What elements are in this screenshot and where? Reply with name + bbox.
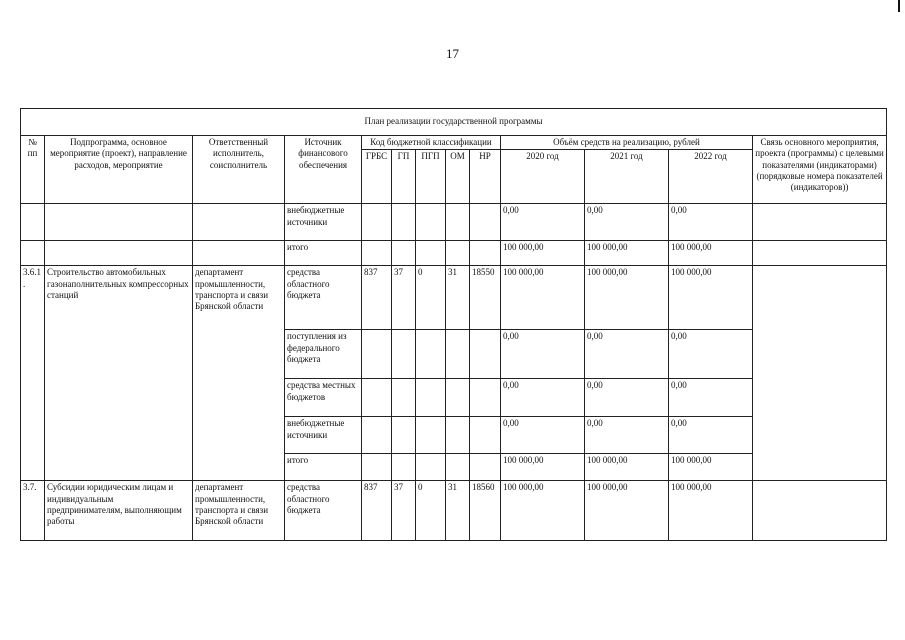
- cell-name: Субсидии юридическим лицам и индивидуальным предпринимателям, выполняющим работы: [45, 481, 193, 541]
- cell-2020: 0,00: [501, 417, 585, 454]
- cell-gp: [392, 204, 416, 241]
- cell-pgp: [416, 379, 446, 417]
- cell-2022: 100 000,00: [669, 266, 753, 330]
- cell-gp: [392, 454, 416, 481]
- cell-om: 31: [446, 266, 470, 330]
- cell-2021: 100 000,00: [585, 241, 669, 266]
- header-source: Источник финансового обеспечения: [285, 136, 362, 204]
- cell-source: внебюджетные источники: [285, 204, 362, 241]
- header-grbs: ГРБС: [362, 150, 392, 204]
- program-table: [20, 108, 887, 541]
- header-np: НР: [470, 150, 501, 204]
- cell-responsible: [193, 204, 285, 241]
- cell-2020: 100 000,00: [501, 241, 585, 266]
- cell-num: 3.6.1.: [21, 266, 45, 481]
- cell-2022: 0,00: [669, 417, 753, 454]
- cell-2022: 0,00: [669, 204, 753, 241]
- cell-om: [446, 417, 470, 454]
- cell-num: 3.7.: [21, 481, 45, 541]
- cell-np: [470, 379, 501, 417]
- cell-responsible: [193, 241, 285, 266]
- table-row: [21, 481, 887, 541]
- cell-link: [753, 204, 887, 241]
- cell-link: [753, 481, 887, 541]
- cell-2022: 0,00: [669, 330, 753, 379]
- cell-pgp: [416, 417, 446, 454]
- table-row: [21, 241, 887, 266]
- header-subprogram: Подпрограмма, основное мероприятие (проект), направление расходов, мероприятие: [45, 136, 193, 204]
- header-volume: Объём средств на реализацию, рублей: [501, 136, 753, 150]
- cell-2022: 100 000,00: [669, 481, 753, 541]
- program-table-container: [20, 108, 886, 541]
- cell-np: [470, 417, 501, 454]
- cell-grbs: [362, 379, 392, 417]
- cell-pgp: 0: [416, 266, 446, 330]
- cell-responsible: департамент промышленности, транспорта и связи Брянской области: [193, 266, 285, 481]
- cell-2020: 0,00: [501, 330, 585, 379]
- cell-name: [45, 204, 193, 241]
- cell-2021: 100 000,00: [585, 481, 669, 541]
- cell-2020: 100 000,00: [501, 454, 585, 481]
- cell-grbs: [362, 241, 392, 266]
- cell-2022: 100 000,00: [669, 241, 753, 266]
- cell-num: [21, 204, 45, 241]
- cell-2020: 100 000,00: [501, 266, 585, 330]
- cell-pgp: 0: [416, 481, 446, 541]
- cell-link: [753, 266, 887, 481]
- cell-gp: [392, 379, 416, 417]
- cell-2022: 0,00: [669, 379, 753, 417]
- cell-gp: 37: [392, 481, 416, 541]
- cell-source: средства местных бюджетов: [285, 379, 362, 417]
- cell-2021: 100 000,00: [585, 266, 669, 330]
- cell-np: [470, 204, 501, 241]
- cell-om: [446, 379, 470, 417]
- cell-link: [753, 241, 887, 266]
- cell-pgp: [416, 454, 446, 481]
- cell-gp: [392, 330, 416, 379]
- cell-om: [446, 330, 470, 379]
- cell-pgp: [416, 204, 446, 241]
- cell-np: 18550: [470, 266, 501, 330]
- table-row: [21, 204, 887, 241]
- cell-om: [446, 204, 470, 241]
- header-responsible: Ответственный исполнитель, соисполнитель: [193, 136, 285, 204]
- cell-np: [470, 241, 501, 266]
- cell-2021: 0,00: [585, 417, 669, 454]
- cell-responsible: департамент промышленности, транспорта и связи Брянской области: [193, 481, 285, 541]
- cell-2020: 0,00: [501, 379, 585, 417]
- cell-grbs: [362, 454, 392, 481]
- cell-om: [446, 454, 470, 481]
- cell-2021: 100 000,00: [585, 454, 669, 481]
- cell-gp: 37: [392, 266, 416, 330]
- header-2021: 2021 год: [585, 150, 669, 204]
- header-num: № пп: [21, 136, 45, 204]
- header-link: Связь основного мероприятия, проекта (программы) с целевыми показателями (индикаторами) (порядковые номера показателей (индикаторов)): [753, 136, 887, 204]
- header-2020: 2020 год: [501, 150, 585, 204]
- cell-gp: [392, 241, 416, 266]
- cell-2020: 100 000,00: [501, 481, 585, 541]
- cell-2021: 0,00: [585, 204, 669, 241]
- cell-grbs: [362, 417, 392, 454]
- cell-2020: 0,00: [501, 204, 585, 241]
- cell-om: 31: [446, 481, 470, 541]
- cell-source: средства областного бюджета: [285, 481, 362, 541]
- cell-source: итого: [285, 454, 362, 481]
- cell-np: [470, 330, 501, 379]
- cell-grbs: [362, 204, 392, 241]
- cell-gp: [392, 417, 416, 454]
- cell-2021: 0,00: [585, 379, 669, 417]
- table-title: План реализации государственной программы: [21, 109, 887, 136]
- cell-np: [470, 454, 501, 481]
- cell-source: итого: [285, 241, 362, 266]
- header-2022: 2022 год: [669, 150, 753, 204]
- cell-source: поступления из федерального бюджета: [285, 330, 362, 379]
- header-om: ОМ: [446, 150, 470, 204]
- cell-source: средства областного бюджета: [285, 266, 362, 330]
- cell-grbs: 837: [362, 481, 392, 541]
- cell-pgp: [416, 241, 446, 266]
- cell-2022: 100 000,00: [669, 454, 753, 481]
- header-gp: ГП: [392, 150, 416, 204]
- table-row: [21, 266, 887, 330]
- page-number: 17: [446, 46, 459, 61]
- cell-grbs: [362, 330, 392, 379]
- cell-2021: 0,00: [585, 330, 669, 379]
- cell-om: [446, 241, 470, 266]
- corner-mark: [898, 0, 900, 12]
- header-budget-code: Код бюджетной классификации: [362, 136, 501, 150]
- cell-np: 18560: [470, 481, 501, 541]
- cell-pgp: [416, 330, 446, 379]
- cell-grbs: 837: [362, 266, 392, 330]
- cell-name: Строительство автомобильных газонаполнительных компрессорных станций: [45, 266, 193, 481]
- cell-num: [21, 241, 45, 266]
- header-pgp: ПГП: [416, 150, 446, 204]
- cell-source: внебюджетные источники: [285, 417, 362, 454]
- cell-name: [45, 241, 193, 266]
